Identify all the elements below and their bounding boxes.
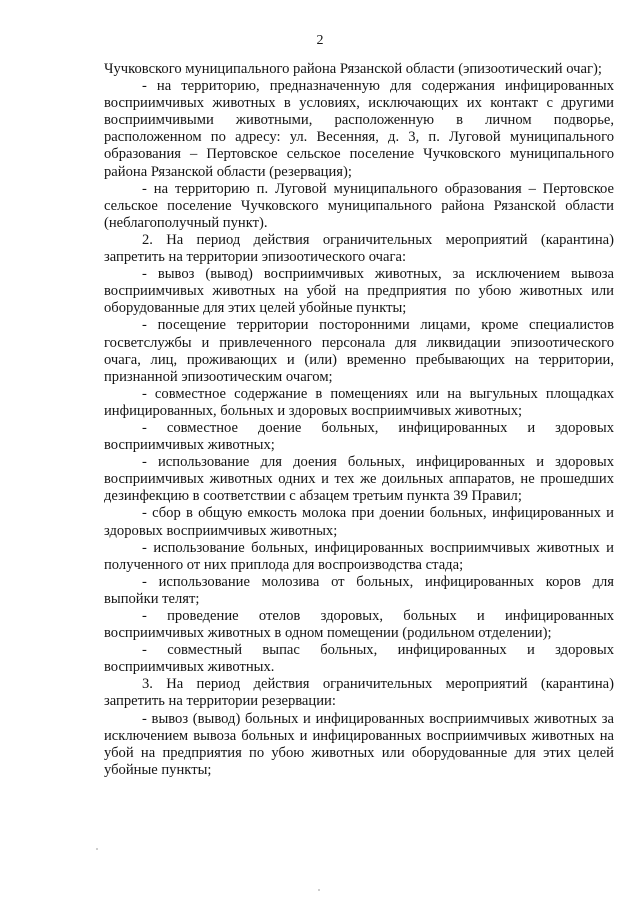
paragraph: - на территорию, предназначенную для содержания инфицированных восприимчивых животных в условиях, исключающих их контакт с другими восприимчивыми животными, расположенную в личном подворье, расположенном по адресу: ул. Весенняя, д. 3, п. Луговой муниципального образования – Пертовское сельское поселение Чучковского муниципального района Рязанской области (резервация); — [104, 78, 614, 180]
paragraph: - использование больных, инфицированных восприимчивых животных и полученного от них приплода для воспроизводства стада; — [104, 539, 614, 573]
scan-speck — [318, 889, 320, 891]
paragraph: Чучковского муниципального района Рязанской области (эпизоотический очаг); — [104, 61, 602, 77]
paragraph: 3. На период действия ограничительных мероприятий (карантина) запретить на территории резервации: — [104, 676, 614, 710]
paragraph: - вывоз (вывод) больных и инфицированных восприимчивых животных за исключением вывоза больных и инфицированных восприимчивых животных на убой на предприятия по убою животных или оборудованные для этих целей убойные пункты; — [104, 710, 614, 778]
paragraph: 2. На период действия ограничительных мероприятий (карантина) запретить на территории эпизоотического очага: — [104, 231, 614, 266]
paragraph: - использование для доения больных, инфицированных и здоровых восприимчивых животных одних и тех же доильных аппаратов, не прошедших дезинфекцию в соответствии с абзацем третьим пункта 39 Правил; — [104, 454, 614, 505]
paragraph: - на территорию п. Луговой муниципального образования – Пертовское сельское поселение Чучковского муниципального района Рязанской области (неблагополучный пункт). — [104, 180, 614, 231]
paragraph: - посещение территории посторонними лицами, кроме специалистов госветслужбы и привлеченного персонала для ликвидации эпизоотического очага, лиц, проживающих и (или) временно пребывающих на территории, признанной эпизоотическим очагом; — [104, 317, 614, 385]
paragraph: - сбор в общую емкость молока при доении больных, инфицированных и здоровых восприимчивых животных; — [104, 505, 614, 539]
paragraph: - совместное доение больных, инфицированных и здоровых восприимчивых животных; — [104, 419, 614, 454]
scan-speck — [96, 848, 98, 850]
paragraph: - вывоз (вывод) восприимчивых животных, за исключением вывоза восприимчивых животных на убой на предприятия по убою животных или оборудованные для этих целей убойные пункты; — [104, 266, 614, 317]
paragraph: - совместное содержание в помещениях или на выгульных площадках инфицированных, больных и здоровых восприимчивых животных; — [104, 385, 614, 419]
paragraph: - совместный выпас больных, инфицированных и здоровых восприимчивых животных. — [104, 642, 614, 676]
page-number: 2 — [316, 33, 324, 48]
document-body — [104, 61, 614, 779]
paragraph: - проведение отелов здоровых, больных и инфицированных восприимчивых животных в одном помещении (родильном отделении); — [104, 608, 614, 642]
paragraph: - использование молозива от больных, инфицированных коров для выпойки телят; — [104, 573, 614, 607]
